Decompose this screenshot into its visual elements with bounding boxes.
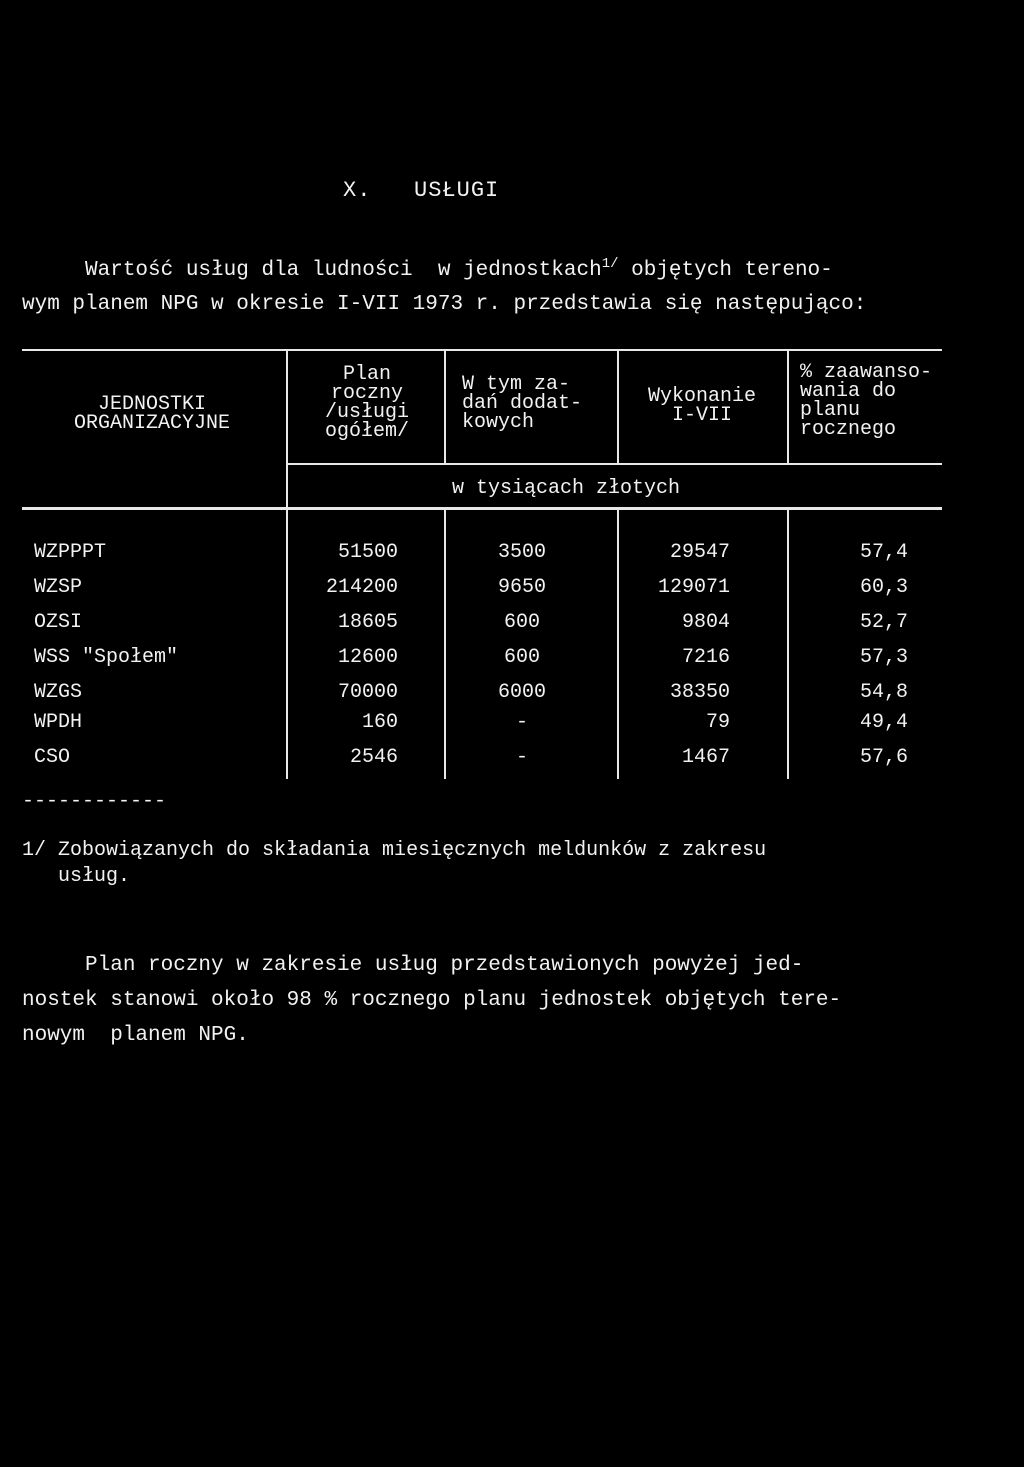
row-plan-value: 2546 [349,746,398,769]
row-extra-value: - [515,711,528,734]
footnote-separator: ------------ [22,790,167,813]
row-exec-value: 79 [705,711,730,734]
closing-line-1: Plan roczny w zakresie usług przedstawionych powyżej jed- [22,954,804,977]
header-pct: % zaawanso- wania do planu rocznego [800,361,933,441]
row-plan-value: 160 [361,711,398,734]
row-unit-name: CSO [34,746,71,769]
row-exec-value: 9804 [681,611,730,634]
row-unit-name: WZPPPT [34,541,107,564]
col-divider-3 [617,349,619,463]
row-pct-value: 60,3 [859,576,908,599]
col-divider-4 [787,349,789,463]
row-extra-value: 600 [503,646,540,669]
header-exec: Wykonanie I-VII [647,385,757,427]
row-extra-value: 6000 [497,681,546,704]
footnote-line-2: usług. [22,865,131,888]
header-bottom-rule [22,507,942,510]
row-plan-value: 18605 [337,611,398,634]
row-exec-value: 129071 [657,576,730,599]
row-exec-value: 29547 [669,541,730,564]
header-extra: W tym za- dań dodat- kowych [462,373,583,434]
closing-line-2: nostek stanowi około 98 % rocznego planu jednostek objętych tere- [22,989,842,1012]
row-unit-name: WZGS [34,681,83,704]
closing-line-3: nowym planem NPG. [22,1024,249,1047]
header-divider-rule [288,463,942,465]
section-title: X. USŁUGI [343,178,500,203]
col-divider-2 [444,349,446,463]
row-exec-value: 38350 [669,681,730,704]
row-unit-name: WSS "Społem" [34,646,179,669]
header-plan: Plan roczny /usługi ogółem/ [324,363,409,443]
row-exec-value: 7216 [681,646,730,669]
services-table [22,349,942,779]
table-row [22,746,942,774]
intro-line-1-tail: objętych tereno- [618,259,833,282]
row-plan-value: 70000 [337,681,398,704]
intro-paragraph [22,254,982,322]
row-plan-value: 214200 [325,576,398,599]
intro-line-1 [22,254,982,288]
footnote-ref: 1/ [601,256,619,272]
row-extra-value: - [515,746,528,769]
row-pct-value: 57,6 [859,746,908,769]
footnote [22,838,982,890]
table-row [22,681,942,709]
footnote-line-1: 1/ Zobowiązanych do składania miesięcznych meldunków z zakresu [22,839,767,862]
row-extra-value: 9650 [497,576,546,599]
row-pct-value: 57,4 [859,541,908,564]
table-row [22,576,942,604]
row-exec-value: 1467 [681,746,730,769]
row-extra-value: 3500 [497,541,546,564]
row-extra-value: 600 [503,611,540,634]
row-pct-value: 49,4 [859,711,908,734]
table-row [22,646,942,674]
header-units: JEDNOSTKI ORGANIZACYJNE [73,393,231,435]
table-row [22,711,942,739]
row-unit-name: WPDH [34,711,83,734]
table-top-rule [22,349,942,351]
row-pct-value: 54,8 [859,681,908,704]
intro-line-2: wym planem NPG w okresie I-VII 1973 r. przedstawia się następująco: [22,293,867,316]
closing-paragraph [22,948,982,1053]
intro-line-1-text: Wartość usług dla ludności w jednostkach [22,259,602,282]
table-row [22,611,942,639]
row-unit-name: OZSI [34,611,83,634]
row-plan-value: 51500 [337,541,398,564]
row-unit-name: WZSP [34,576,83,599]
row-plan-value: 12600 [337,646,398,669]
table-row [22,541,942,569]
unit-note: w tysiącach złotych [452,477,681,500]
row-pct-value: 52,7 [859,611,908,634]
row-pct-value: 57,3 [859,646,908,669]
